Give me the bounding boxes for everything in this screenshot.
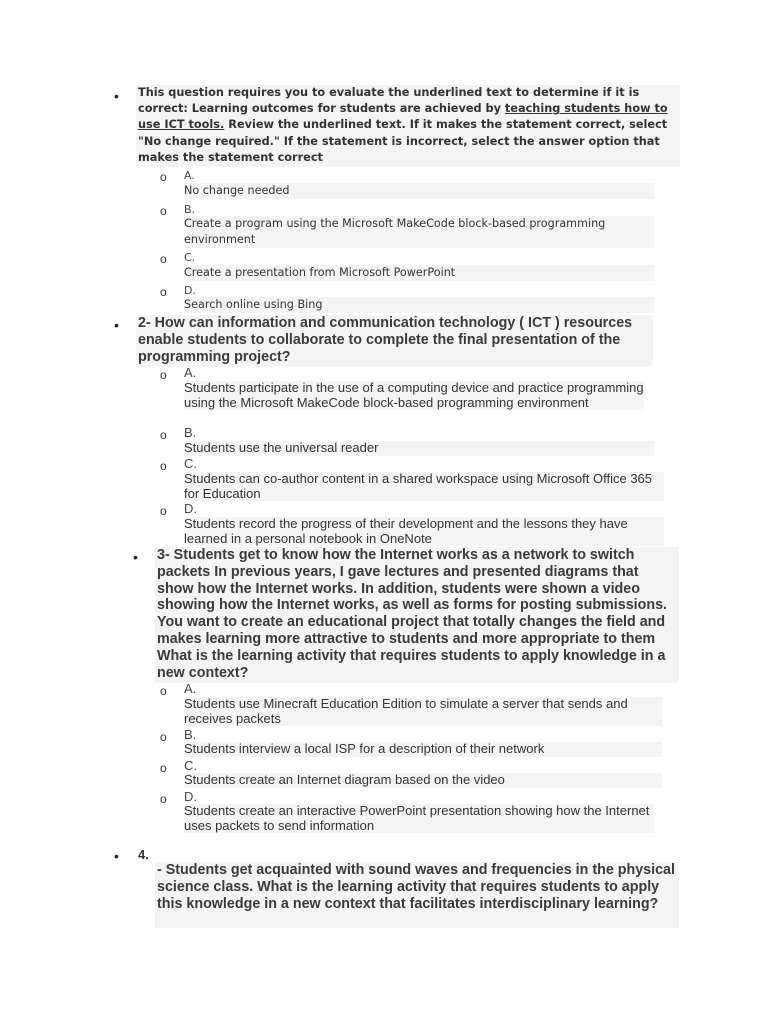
- bullet-icon: •: [114, 848, 119, 864]
- option-letter: C.: [184, 758, 197, 773]
- option-letter: B.: [184, 727, 197, 742]
- option-text: Students create an interactive PowerPoint presentation showing how the Internet uses packets to send information: [184, 804, 654, 833]
- option-text: Students can co-author content in a shared workspace using Microsoft Office 365 for Education: [184, 472, 664, 501]
- option-text: No change needed: [184, 183, 654, 199]
- option-bullet-icon: o: [160, 204, 167, 218]
- option-letter: C.: [184, 456, 197, 471]
- option-bullet-icon: o: [160, 368, 167, 382]
- option-text: Students record the progress of their development and the lessons they have learned in a personal notebook in OneNote: [184, 517, 664, 546]
- bullet-icon: •: [114, 88, 119, 104]
- question-3-stem: 3- Students get to know how the Internet works as a network to switch packets In previous years, I gave lectures and presented diagrams that show how the Internet works. In addition, students were shown a video showing how the Internet works, as well as forms for posting submissions. You want to create an educational project that totally changes the field and makes learning more attractive to students and more appropriate to them What is the learning activity that requires students to apply knowledge in a new context?: [155, 547, 679, 683]
- question-1-stem: This question requires you to evaluate the underlined text to determine if it is correct: Learning outcomes for students are achieved by teaching students how to use ICT tools. Review the underlined text. If it makes the statement correct, select "No change required." If the statement is incorrect, select the answer option that makes the statement correct: [136, 85, 680, 167]
- option-letter: D.: [184, 789, 197, 804]
- option-text: Create a program using the Microsoft MakeCode block-based programming environment: [184, 216, 654, 248]
- option-text: Students participate in the use of a computing device and practice programming using the Microsoft MakeCode block-based programming environment: [184, 380, 644, 410]
- option-bullet-icon: o: [160, 252, 167, 266]
- question-4-stem: - Students get acquainted with sound waves and frequencies in the physical science class. What is the learning activity that requires students to apply this knowledge in a new context that facilitates interdisciplinary learning?: [155, 862, 679, 928]
- option-bullet-icon: o: [160, 428, 167, 442]
- option-bullet-icon: o: [160, 170, 167, 184]
- option-text: Students use the universal reader: [184, 441, 654, 456]
- option-letter: A.: [184, 169, 195, 182]
- bullet-icon: •: [114, 317, 119, 333]
- option-text: Students create an Internet diagram based on the video: [184, 773, 662, 788]
- option-bullet-icon: o: [160, 684, 167, 698]
- question-number: 4.: [138, 847, 149, 862]
- question-2-stem: 2- How can information and communication technology ( ICT ) resources enable students to collaborate to complete the final presentation of the programming project?: [136, 315, 653, 367]
- option-letter: A.: [184, 681, 197, 696]
- option-text: Search online using Bing: [184, 297, 654, 313]
- option-text: Students use Minecraft Education Edition to simulate a server that sends and receives packets: [184, 697, 662, 726]
- option-bullet-icon: o: [160, 459, 167, 473]
- bullet-icon: •: [133, 549, 138, 565]
- option-bullet-icon: o: [160, 761, 167, 775]
- underlined-text: teaching students how to use ICT tools.: [138, 102, 668, 132]
- option-letter: D.: [184, 284, 196, 297]
- option-letter: B.: [184, 203, 196, 216]
- option-text: Create a presentation from Microsoft PowerPoint: [184, 265, 654, 281]
- option-bullet-icon: o: [160, 792, 167, 806]
- option-text: Students interview a local ISP for a description of their network: [184, 742, 662, 757]
- option-letter: D.: [184, 501, 197, 516]
- option-bullet-icon: o: [160, 504, 167, 518]
- option-bullet-icon: o: [160, 285, 167, 299]
- option-letter: A.: [184, 365, 197, 380]
- option-letter: C.: [184, 251, 196, 264]
- option-letter: B.: [184, 425, 197, 440]
- option-bullet-icon: o: [160, 730, 167, 744]
